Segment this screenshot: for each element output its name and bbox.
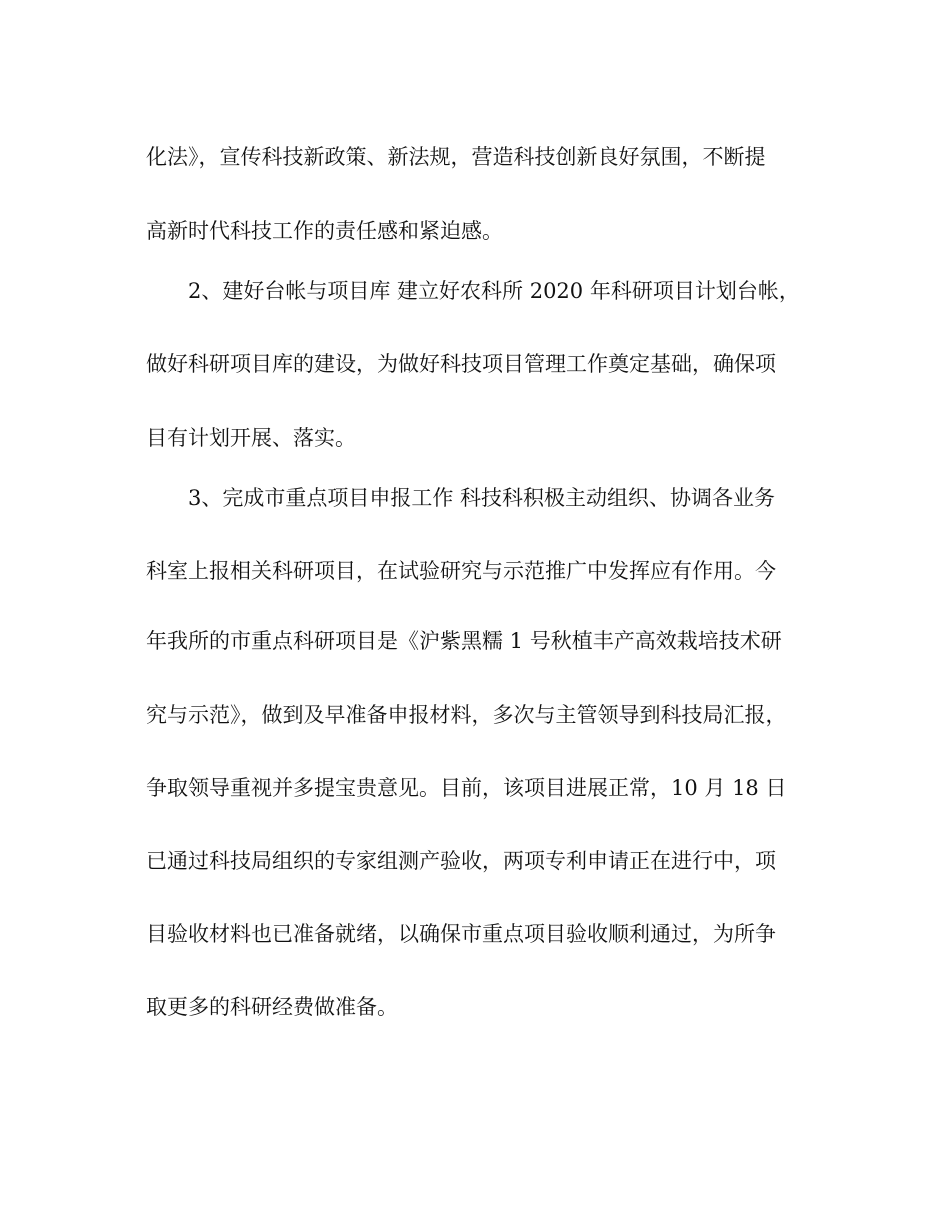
text-line-1: 化法》，宣传科技新政策、新法规，营造科技创新良好氛围，不断提 [146,145,766,169]
text-line-5: 目有计划开展、落实。 [146,426,356,450]
paragraph-2-start: 2、建好台帐与项目库 建立好农科所 2020 年科研项目计划台帐， [188,279,800,303]
text-line-7: 科室上报相关科研项目，在试验研究与示范推广中发挥应有作用。今 [146,559,776,583]
text-line-4: 做好科研项目库的建设，为做好科技项目管理工作奠定基础，确保项 [146,352,776,376]
text-line-12: 目验收材料也已准备就绪，以确保市重点项目验收顺利通过，为所争 [146,922,776,946]
text-line-9: 究与示范》，做到及早准备申报材料，多次与主管领导到科技局汇报， [146,703,787,727]
text-line-13: 取更多的科研经费做准备。 [146,995,398,1019]
text-line-10: 争取领导重视并多提宝贵意见。目前，该项目进展正常，10 月 18 日 [146,776,787,800]
text-line-11: 已通过科技局组织的专家组测产验收，两项专利申请正在进行中，项 [146,849,776,873]
paragraph-3-start: 3、完成市重点项目申报工作 科技科积极主动组织、协调各业务 [188,486,776,510]
text-line-8: 年我所的市重点科研项目是《沪紫黑糯 1 号秋植丰产高效栽培技术研 [146,629,782,653]
text-line-2: 高新时代科技工作的责任感和紧迫感。 [146,219,503,243]
